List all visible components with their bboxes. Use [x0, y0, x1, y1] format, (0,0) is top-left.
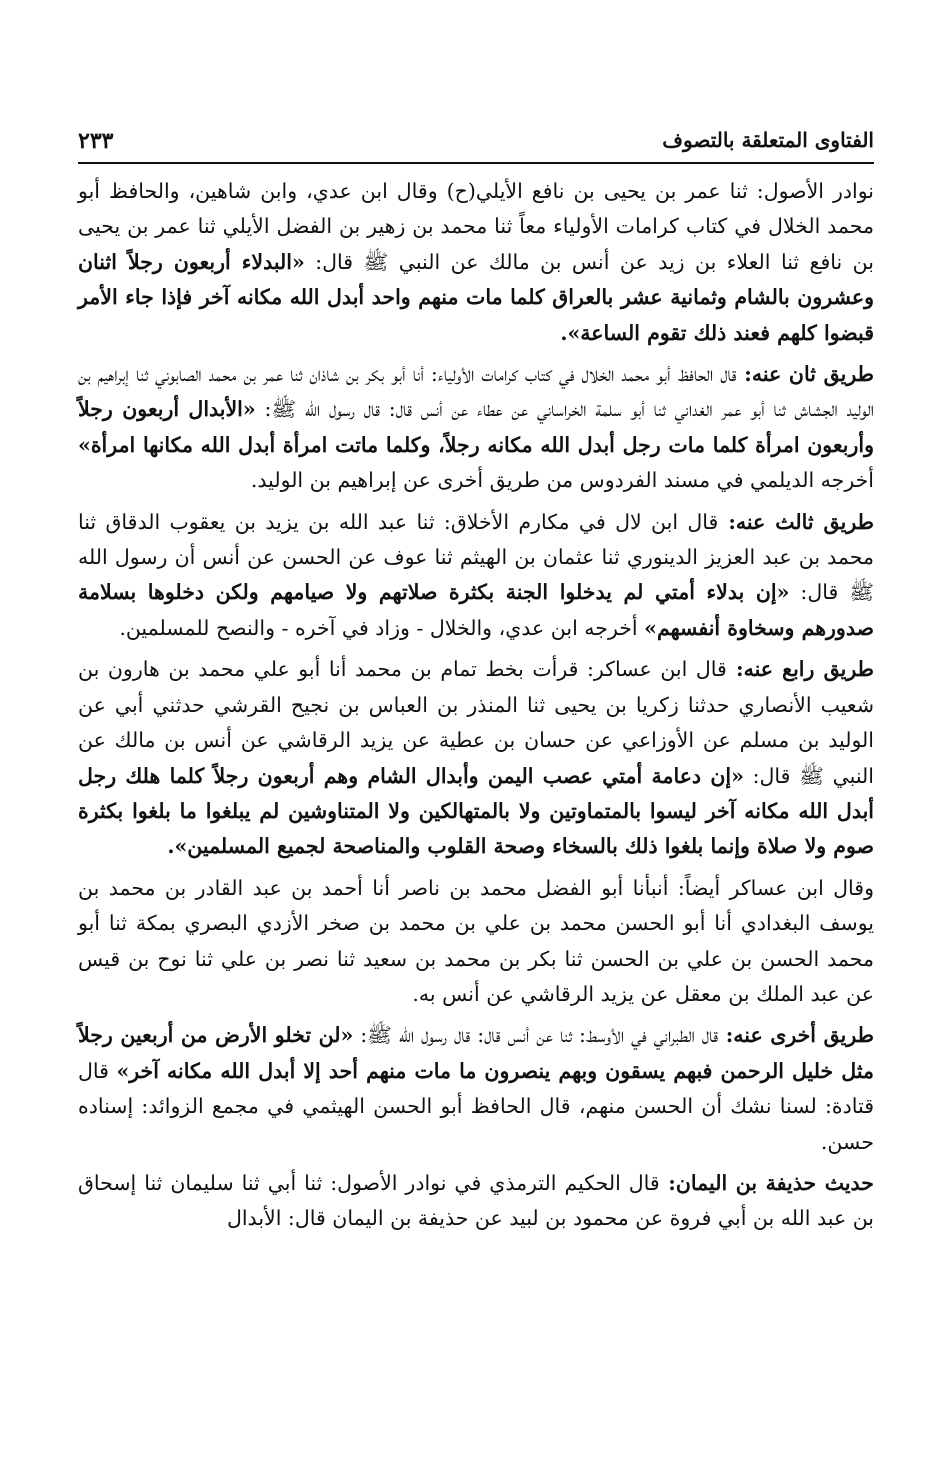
- paragraph-text: قال قتادة: لسنا نشك أن الحسن منهم، قال الحافظ أبو الحسن الهيثمي في مجمع الزوائد: إسناده حسن.: [78, 1058, 874, 1154]
- hadith-quote: «إن بدلاء أمتي لم يدخلوا الجنة بكثرة صلاتهم ولا صيامهم ولكن دخلوها بسلامة صدورهم وسخاوة أنفسهم»: [78, 580, 874, 640]
- page-number: ٢٣٣: [78, 128, 114, 154]
- paragraph-5: [78, 871, 874, 1013]
- paragraph-1: [78, 174, 874, 351]
- hadith-quote: «لن تخلو الأرض من أربعين رجلاً مثل خليل الرحمن فبهم يسقون وبهم ينصرون ما مات منهم أحد إلا أبدل الله مكانه آخر»: [78, 1023, 874, 1083]
- paragraph-text: قال الطبراني في الأوسط: ثنا عن أنس قال: قال رسول الله ﷺ:: [353, 1023, 719, 1048]
- paragraph-text: أخرجه ابن عدي، والخلال - وزاد في آخره - والنصح للمسلمين.: [119, 615, 645, 640]
- paragraph-text: نوادر الأصول: ثنا عمر بن يحيى بن نافع الأيلي(ح) وقال ابن عدي، وابن شاهين، والحافظ أبو محمد الخلال في كتاب كرامات الأولياء معاً ثنا محمد بن زهير بن الفضل الأيلي ثنا عمر بن يحيى بن نافع ثنا العلاء بن زيد عن أنس بن مالك عن النبي ﷺ قال:: [78, 179, 874, 274]
- running-header-title: الفتاوى المتعلقة بالتصوف: [662, 128, 874, 152]
- paragraph-text: قال الحافظ أبو محمد الخلال في كتاب كرامات الأولياء: أنا أبو بكر بن شاذان ثنا عمر بن محمد الصابوني ثنا إبراهيم بن الوليد الجشاش ثنا أبو عمر الغداني ثنا أبو سلمة الخراساني عن عطاء عن أنس قال: قال رسول الله ﷺ:: [78, 362, 875, 422]
- paragraph-text: قال ابن عساكر: قرأت بخط تمام بن محمد أنا أبو علي محمد بن هارون بن شعيب الأنصاري حدثنا زكريا بن يحيى ثنا المنذر بن العباس بن نجيح القرشي حدثني أبي عن الوليد بن مسلم عن الأوزاعي عن حسان بن عطية عن يزيد الرقاشي عن أنس بن مالك عن النبي ﷺ قال:: [78, 657, 874, 788]
- section-lead: طريق رابع عنه:: [726, 657, 874, 682]
- page-body: [78, 174, 874, 1237]
- section-lead: طريق ثالث عنه:: [718, 509, 874, 534]
- paragraph-text: أخرجه الديلمي في مسند الفردوس من طريق أخرى عن إبراهيم بن الوليد.: [250, 468, 874, 493]
- book-page: [78, 128, 874, 1243]
- running-header: [78, 128, 874, 164]
- hadith-quote: «الأبدال أربعون رجلاً وأربعون امرأة كلما مات رجل أبدل الله مكانه رجلاً، وكلما ماتت امرأة أبدل الله مكانها امرأة»: [78, 397, 874, 457]
- section-lead: طريق أخرى عنه:: [718, 1023, 874, 1048]
- paragraph-3: [78, 505, 874, 647]
- paragraph-text: قال ابن لال في مكارم الأخلاق: ثنا عبد الله بن يزيد بن يعقوب الدقاق ثنا محمد بن عبد العزيز الدينوري ثنا عثمان بن الهيثم ثنا عوف عن الحسن عن أنس أن رسول الله ﷺ قال:: [78, 509, 874, 605]
- hadith-quote: «البدلاء أربعون رجلاً اثنان وعشرون بالشام وثمانية عشر بالعراق كلما مات منهم واحد أبدل الله مكانه آخر فإذا جاء الأمر قبضوا كلهم فعند ذلك تقوم الساعة».: [78, 249, 874, 345]
- paragraph-4: [78, 652, 874, 864]
- section-lead: طريق ثان عنه:: [736, 362, 874, 387]
- section-lead: حديث حذيفة بن اليمان:: [659, 1170, 874, 1195]
- paragraph-text: وقال ابن عساكر أيضاً: أنبأنا أبو الفضل محمد بن ناصر أنا أحمد بن عبد القادر بن محمد بن يوسف البغدادي أنا أبو الحسن محمد بن علي بن محمد بن صخر الأزدي البصري بمكة ثنا أبو محمد الحسن بن علي بن الحسن ثنا بكر بن محمد بن سعيد ثنا نصر بن علي ثنا نوح بن قيس عن عبد الملك بن معقل عن يزيد الرقاشي عن أنس به.: [78, 875, 874, 1006]
- paragraph-6: [78, 1018, 874, 1160]
- paragraph-2: [78, 357, 874, 499]
- paragraph-text: قال الحكيم الترمذي في نوادر الأصول: ثنا أبي ثنا سليمان ثنا إسحاق بن عبد الله بن أبي فروة عن محمود بن لبيد عن حذيفة بن اليمان قال: الأبدال: [78, 1170, 874, 1231]
- hadith-quote: «إن دعامة أمتي عصب اليمن وأبدال الشام وهم أربعون رجلاً كلما هلك رجل أبدل الله مكانه آخر ليسوا بالمتماوتين ولا بالمتهالكين ولا المتناوشين لم يبلغوا ما بلغوا بكثرة صوم ولا صلاة وإنما بلغوا ذلك بالسخاء وصحة القلوب والمناصحة لجميع المسلمين».: [78, 763, 874, 859]
- paragraph-7: [78, 1166, 874, 1237]
